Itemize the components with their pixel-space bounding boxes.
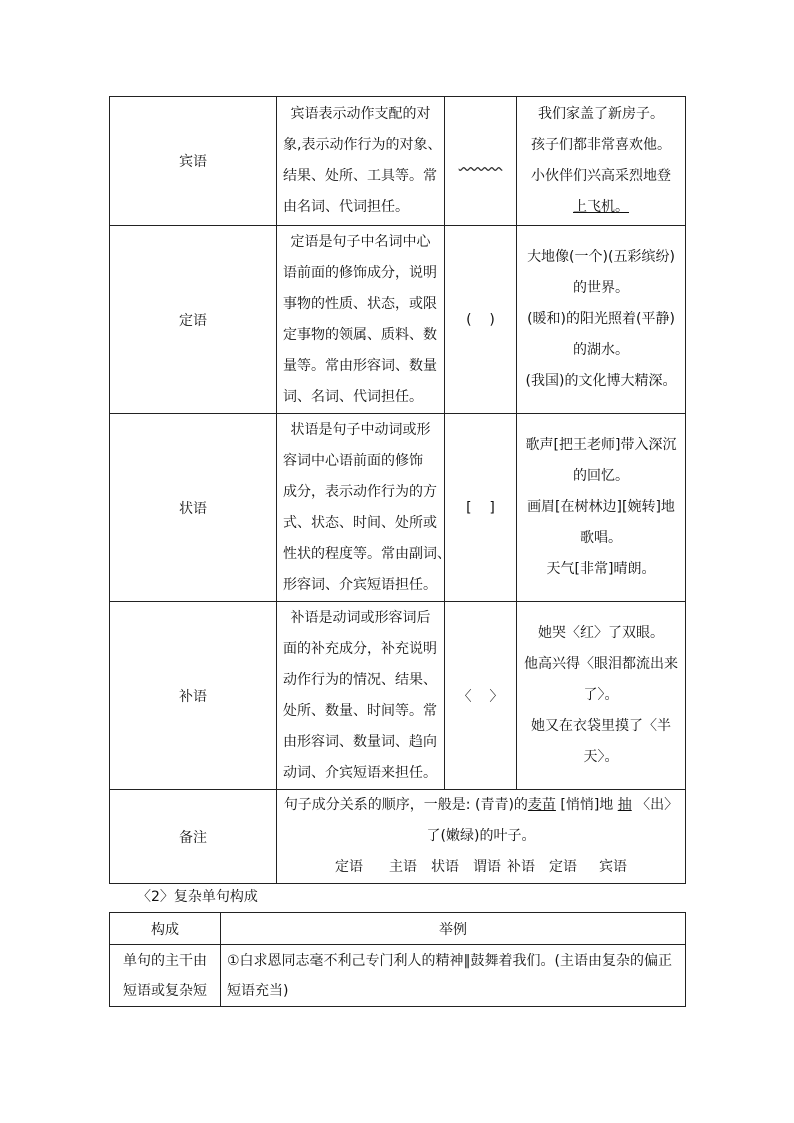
table-row [110, 945, 686, 1007]
component-examples: 我们家盖了新房子。 孩子们都非常喜欢他。 小伙伴们兴高采烈地登 上飞机。 [517, 97, 686, 226]
component-mark [445, 97, 517, 226]
note-line-2: 了(嫩绿)的叶子。 [426, 828, 536, 844]
row-note [110, 790, 686, 884]
component-examples: 歌声[把王老师]带入深沉 的回忆。 画眉[在树林边][婉转]地 歌唱。 天气[非常]晴朗。 [517, 414, 686, 602]
component-examples: 大地像(一个)(五彩缤纷) 的世界。 (暖和)的阳光照着(平静) 的湖水。 (我国)的文化博大精深。 [517, 226, 686, 414]
component-examples: 她哭〈红〉了双眼。 他高兴得〈眼泪都流出来 了〉。 她又在衣袋里摸了〈半 天〉。 [517, 602, 686, 790]
row-adverbial [110, 414, 686, 602]
component-mark: ( ) [445, 226, 517, 414]
row-object [110, 97, 686, 226]
role-label: 补语 [507, 859, 535, 875]
role-label: 定语 [335, 859, 363, 875]
role-label: 谓语 [473, 859, 501, 875]
component-definition: 定语是句子中名词中心 语前面的修饰成分，说明 事物的性质、状态，或限 定事物的领属、质料、数 量等。常由形容词、数量 词、名词、代词担任。 [277, 226, 445, 414]
example-cell: ①白求恩同志毫不利己专门利人的精神‖鼓舞着我们。(主语由复杂的偏正 短语充当) [221, 945, 686, 1007]
component-name: 备注 [110, 790, 277, 884]
complex-sentence-table [109, 912, 686, 1007]
component-name: 状语 [110, 414, 277, 602]
note-content [277, 790, 686, 884]
component-definition: 补语是动词或形容词后 面的补充成分，补充说明 动作行为的情况、结果、 处所、数量、时间等。常 由形容词、数量词、趋向 动词、介宾短语来担任。 [277, 602, 445, 790]
section-heading: 〈2〉复杂单句构成 [137, 889, 258, 905]
component-name: 补语 [110, 602, 277, 790]
row-attributive [110, 226, 686, 414]
component-definition: 状语是句子中动词或形 容词中心语前面的修饰 成分，表示动作行为的方 式、状态、时间、处所或 性状的程度等。常由副词、 形容词、介宾短语担任。 [277, 414, 445, 602]
note-line-1: 句子成分关系的顺序，一般是: (青青)的麦苗 [悄悄]地 抽 〈出〉 [283, 797, 679, 813]
role-label: 定语 [549, 859, 577, 875]
component-definition: 宾语表示动作支配的对 象,表示动作行为的对象、 结果、处所、工具等。常 由名词、代词担任。 [277, 97, 445, 226]
wavy-underline-mark [459, 154, 503, 169]
composition-cell: 单句的主干由 短语或复杂短 [110, 945, 221, 1007]
component-mark: 〈 〉 [445, 602, 517, 790]
header-row [110, 913, 686, 945]
component-name: 宾语 [110, 97, 277, 226]
role-label: 状语 [431, 859, 459, 875]
role-label: 主语 [389, 859, 417, 875]
header-composition: 构成 [110, 913, 221, 945]
row-complement [110, 602, 686, 790]
component-name: 定语 [110, 226, 277, 414]
note-role-labels [281, 852, 681, 883]
role-label: 宾语 [599, 859, 627, 875]
sentence-components-table [109, 96, 686, 884]
header-example: 举例 [221, 913, 686, 945]
component-mark: [ ] [445, 414, 517, 602]
